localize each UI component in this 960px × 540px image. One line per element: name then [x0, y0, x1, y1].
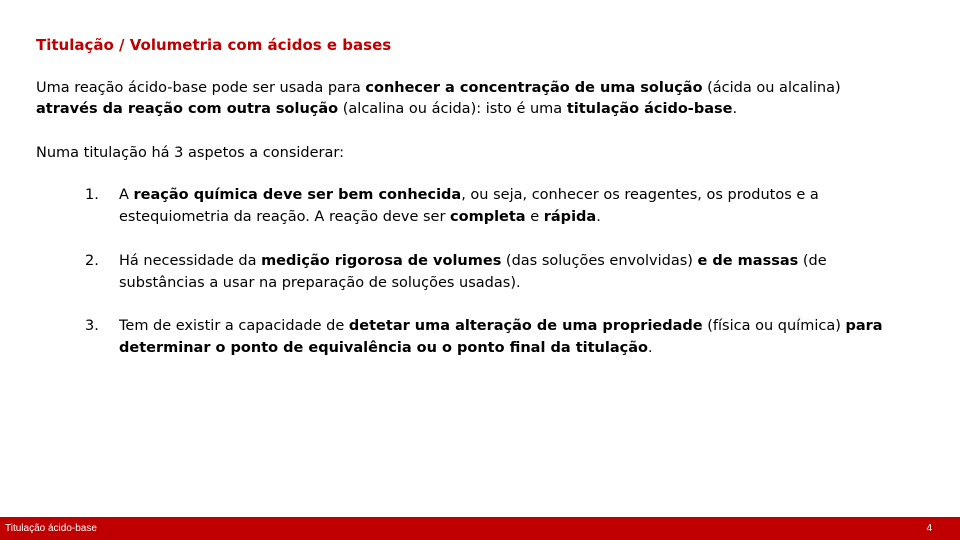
item-text-3: .	[647, 340, 653, 356]
intro-text-4: .	[732, 101, 738, 117]
item-text-3: (de substâncias a usar na preparação de soluções usadas).	[119, 253, 827, 291]
intro-bold-1: conhecer a concentração de uma solução	[365, 80, 703, 96]
item-bold-2: completa	[450, 209, 526, 225]
item-text-1: Tem de existir a capacidade de	[119, 318, 349, 334]
list-item-text	[119, 184, 909, 228]
item-bold-3: rápida	[543, 209, 597, 225]
intro-text-2: (ácida ou alcalina)	[702, 80, 841, 96]
footer-label: Titulação ácido-base	[5, 523, 97, 534]
list-item-number: 2.	[85, 253, 99, 269]
item-bold-1: detetar uma alteração de uma propriedade	[348, 318, 703, 334]
list-item-text	[119, 315, 909, 359]
intro-text-3: (alcalina ou ácida): isto é uma	[338, 101, 567, 117]
page-number: 4	[926, 523, 932, 534]
footer-bar	[0, 517, 960, 540]
item-bold-1: medição rigorosa de volumes	[261, 253, 502, 269]
item-text-3: e	[525, 209, 544, 225]
item-text-2: (das soluções envolvidas)	[501, 253, 698, 269]
list-item-number: 3.	[85, 318, 99, 334]
item-bold-1: reação química deve ser bem conhecida	[133, 187, 462, 203]
item-text-4: .	[596, 209, 601, 225]
intro-text-1: Uma reação ácido-base pode ser usada para	[36, 80, 366, 96]
list-item-text	[119, 250, 909, 294]
item-text-2: (física ou química)	[702, 318, 846, 334]
item-bold-2: para determinar o ponto de equivalência ou o ponto final da titulação	[119, 318, 883, 356]
slide-title: Titulação / Volumetria com ácidos e bases	[36, 36, 392, 54]
item-text-1: Há necessidade da	[119, 253, 262, 269]
aspects-lead: Numa titulação há 3 aspetos a considerar:	[36, 145, 344, 161]
item-bold-2: e de massas	[697, 253, 799, 269]
item-text-1: A	[119, 187, 134, 203]
intro-paragraph	[36, 78, 896, 120]
item-text-2: , ou seja, conhecer os reagentes, os produtos e a estequiometria da reação. A reação deve ser	[119, 187, 819, 225]
intro-bold-3: titulação ácido-base	[566, 101, 733, 117]
list-item-number: 1.	[85, 187, 99, 203]
intro-bold-2: através da reação com outra solução	[36, 101, 339, 117]
